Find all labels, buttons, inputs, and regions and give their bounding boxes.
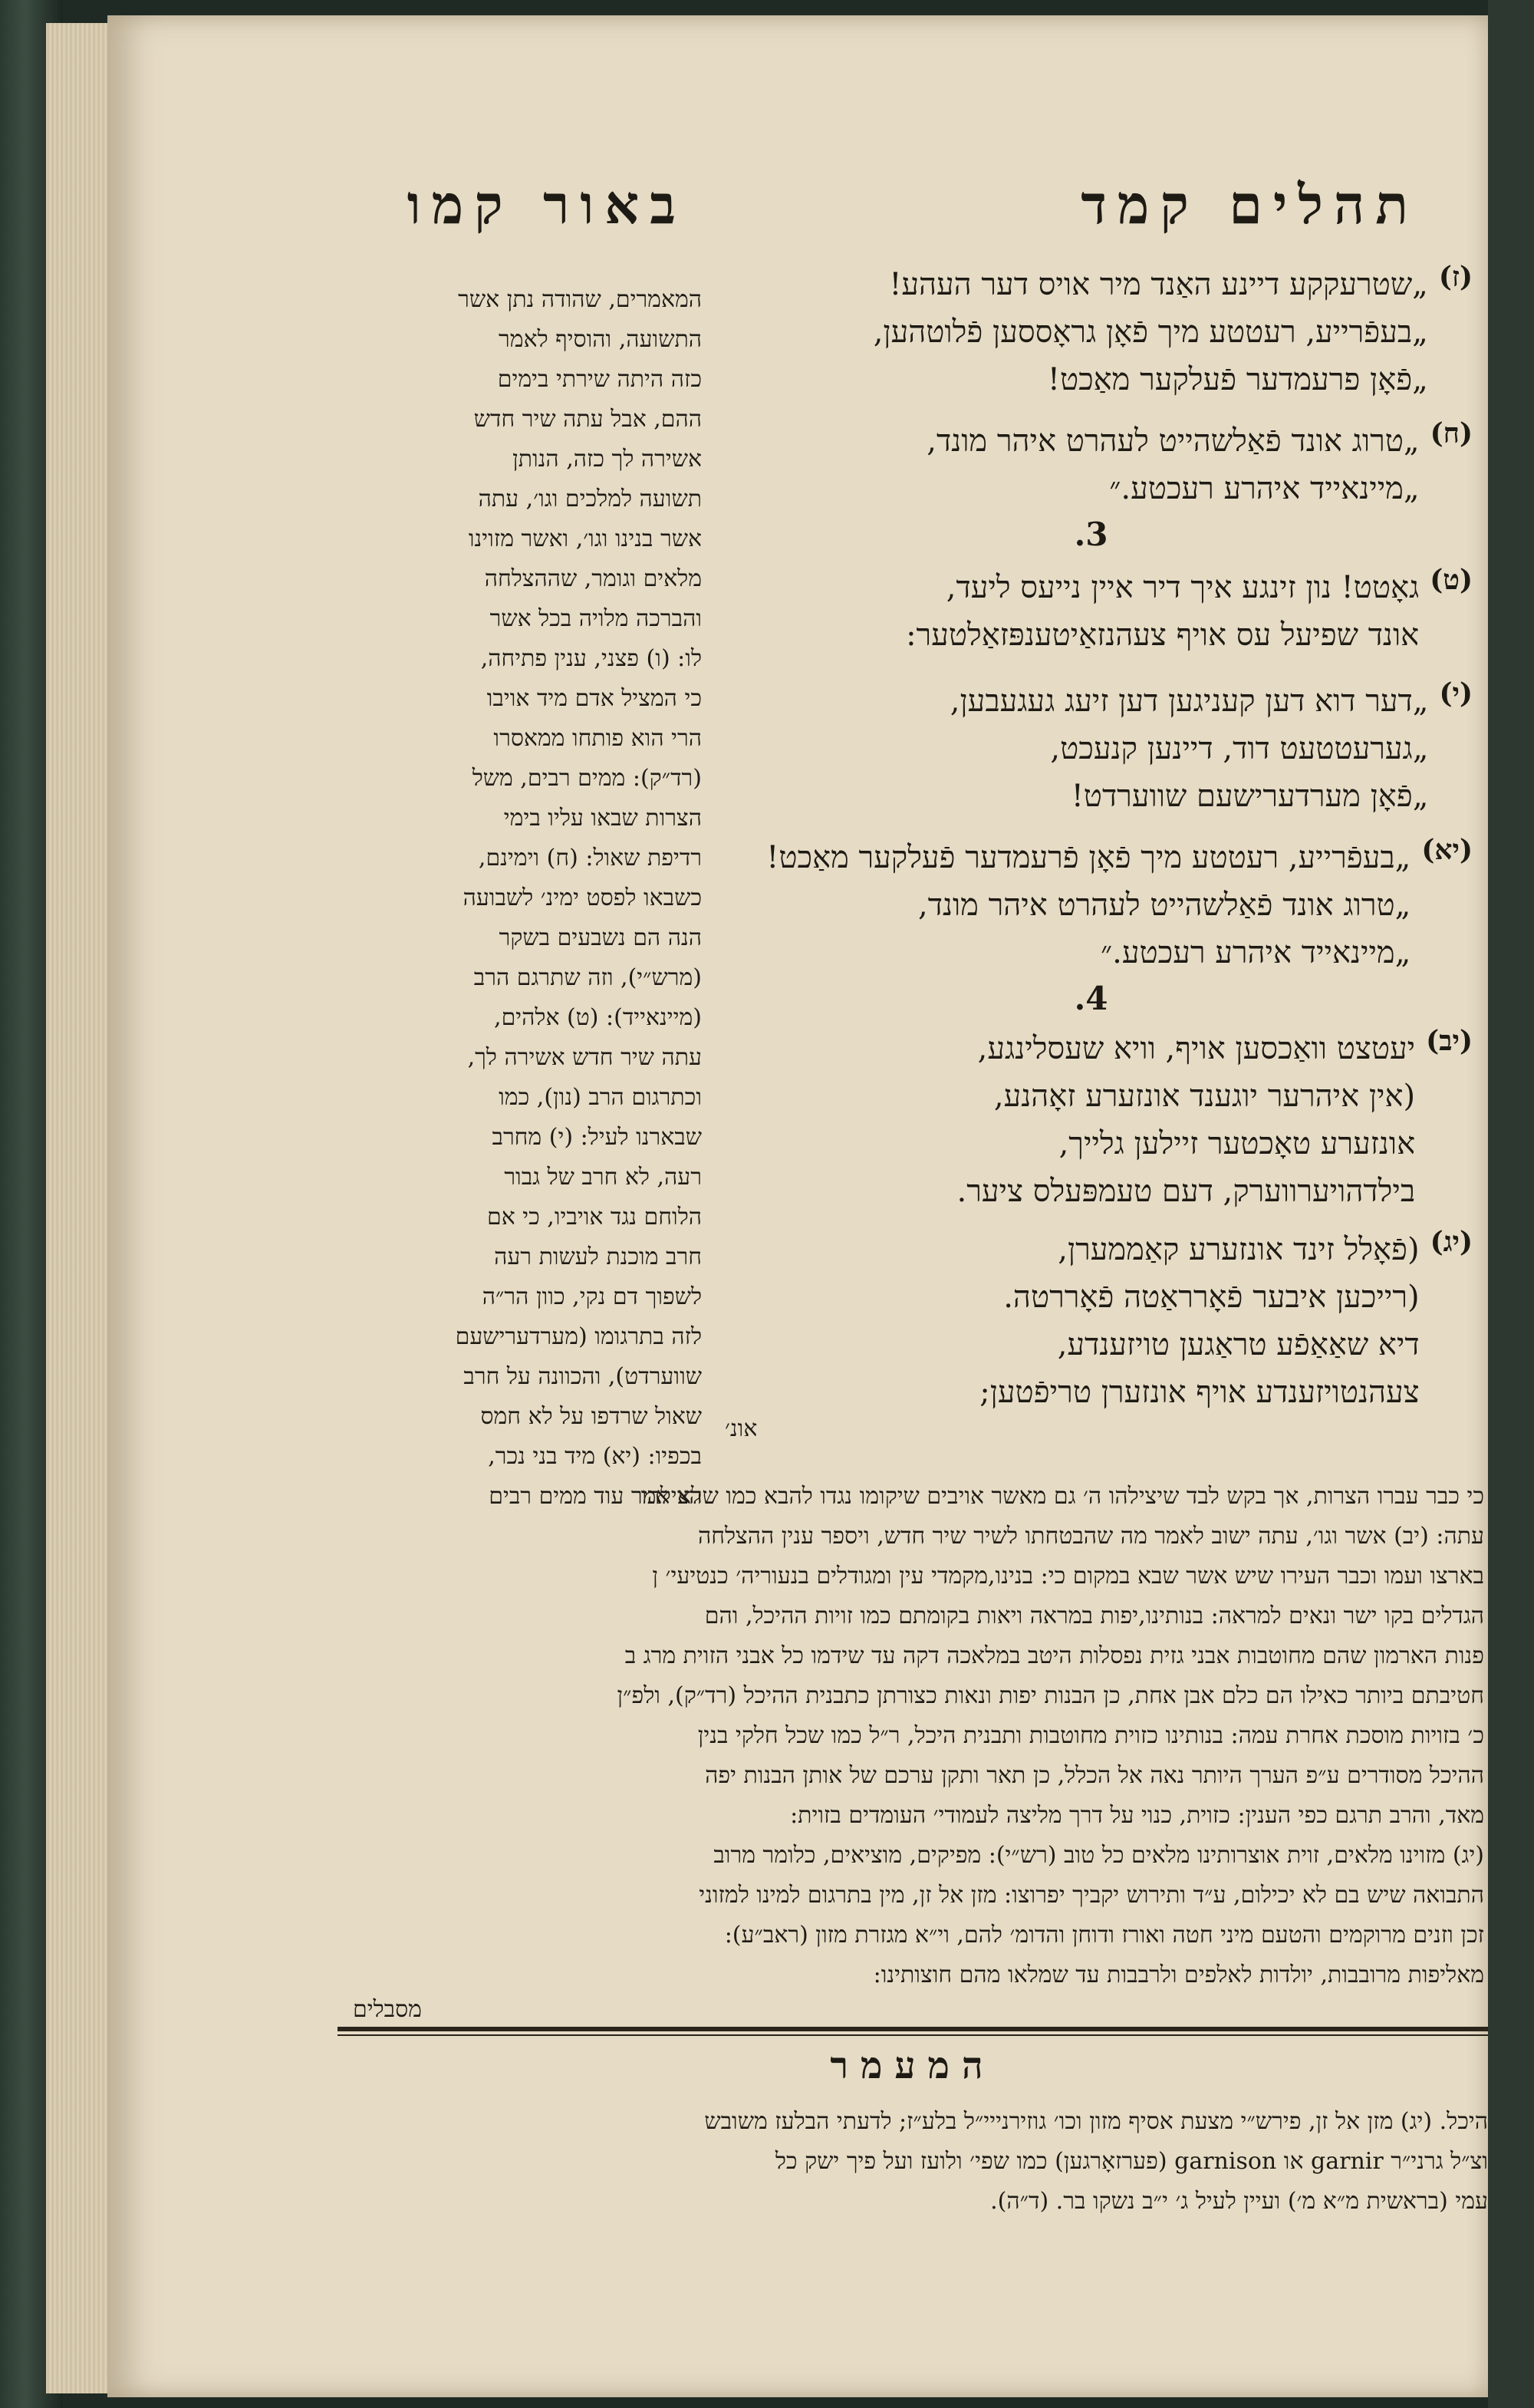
verse-line: בילדהויערווערק, דעם טעמפּעלס ציער. <box>956 1174 1416 1209</box>
commentary-line: כי המציל אדם מיד אויבו <box>486 685 702 712</box>
commentary-line: (רד״ק): ממים רבים, משל <box>472 765 702 792</box>
verse-10 <box>709 677 1473 820</box>
commentary-line: עתה: (יב) אשר וגו׳, עתה ישוב לאמר מה שהבטחתו לשיר שיר חדש, ויספר ענין ההצלחה <box>698 1523 1484 1550</box>
commentary-line: לא אמר עוד ממים רבים <box>489 1483 702 1510</box>
note-line: היכל. (יג) מזן אל זן, פירש״י מצעת אסיף מזון וכו׳ גוזירנייי״ל בלע״ז; לדעתי הבלעז משובש <box>704 2108 1488 2135</box>
commentary-line: הלוחם נגד אויביו, כי אם <box>486 1204 702 1230</box>
commentary-line: התשועה, והוסיף לאמר <box>499 326 702 353</box>
commentary-line: מאליפות מרובבות, יולדות לאלפים ולרבבות עד שמלאו מהם חוצותינו: <box>873 1962 1484 1988</box>
verse-13 <box>709 1226 1473 1416</box>
commentary-full-width <box>272 1477 1484 1995</box>
verse-line: יעטצט וואַכסען אויף, וויא שעסלינגע, <box>977 1031 1416 1066</box>
commentary-line: הרי הוא פותחו ממאסרו <box>493 725 702 752</box>
verse-line: (פֿאָלל זינד אונזערע קאַממערן, <box>1058 1232 1420 1267</box>
section-number: 4. <box>1074 980 1108 1017</box>
commentary-line: פנות הארמון שהם מחוטבות אבני גזית נפסלות היטב במלאכה דקה עד שידמו כל אבני הזוית מרג ב <box>624 1642 1484 1669</box>
commentary-catchword: מסבלים <box>353 1996 422 2023</box>
commentary-line: אשירה לך כזה, הנותן <box>512 446 702 473</box>
commentary-line: כזה היתה שירתי בימים <box>497 366 702 393</box>
commentary-line: ההיכל מסודרים ע״פ הערך היותר נאה אל הכלל, כן תאר ותקן ערכם של אותן הבנות יפה <box>705 1762 1484 1789</box>
section-divider <box>337 2027 1488 2031</box>
verse-number: (יב) <box>1426 1025 1473 1057</box>
verse-line: „בעפֿרייע, רעטטע מיך פֿאָן פֿרעמדער פֿעלקער מאַכט! <box>766 840 1411 875</box>
commentary-line: כ׳ בזויות מוסכת אחרת עמה: בנותינו כזוית מחוטבות ותבנית היכל, ר״ל כמו שכל חלקי בנין <box>697 1722 1484 1749</box>
hamaamar-body <box>322 2102 1488 2222</box>
commentary-line: בארצו ועמו וכבר העירו שיש אשר שבא במקום כי: בנינו,מקמדי עין ומגודלים בנעוריה׳ כנטיעי׳ ן <box>652 1563 1484 1589</box>
commentary-line: וכתרגום הרב (נון), כמו <box>499 1084 702 1111</box>
note-line: עמי (בראשית מ״א מ׳) ועיין לעיל ג׳ י״ב נשקו בר. (ד״ה). <box>990 2188 1488 2215</box>
verse-line: „בעפֿרייע, רעטטע מיך פֿאָן גראָססען פֿלוטהען, <box>873 315 1428 350</box>
commentary-line: אשר בנינו וגו׳, ואשר מזוינו <box>468 525 702 552</box>
commentary-line: (יג) מזוינו מלאים, זוית אוצרותינו מלאים כל טוב (רש״י): מפיקים, מוציאים, כלומר מרוב <box>713 1842 1484 1869</box>
verse-line: צעהנטויזענדע אויף אונזערן טריפֿטען; <box>979 1375 1420 1410</box>
commentary-line: בכפיו: (יא) מיד בני נכר, <box>488 1443 702 1470</box>
commentary-line: לשפוך דם נקי, כוון הר״ה <box>482 1283 702 1310</box>
verse-line: „שטרעקקע דיינע האַנד מיר אויס דער העהע! <box>889 267 1428 302</box>
commentary-line: מלאים וגומר, שההצלחה <box>484 565 702 592</box>
commentary-line: מאד, והרב תרגם כפי הענין: כזוית, כנוי על דרך מליצה לעמודי׳ העומדים בזוית: <box>790 1802 1484 1829</box>
commentary-line: עתה שיר חדש אשירה לך, <box>467 1044 702 1071</box>
verse-number: (יא) <box>1421 834 1473 866</box>
commentary-line: והברכה מלויה בכל אשר <box>489 605 702 632</box>
verse-line: אונד שפיעל עס אויף צעהנזאַיטענפּזאַלטער: <box>906 618 1420 653</box>
verse-line: גאָטט! נון זינגע איך דיר איין נייעס ליעד, <box>946 570 1420 605</box>
commentary-line: חטיבתם ביותר כאילו הם כלם אבן אחת, כן הבנות יפות ונאות כצורתן כתבנית ההיכל (רד״ק), ולפ״ן <box>617 1682 1484 1709</box>
commentary-line: שווערדט), והכוונה על חרב <box>463 1363 702 1390</box>
verse-7 <box>709 261 1473 404</box>
verse-number: (ז) <box>1438 261 1473 293</box>
page-header-right: תהלים קמד <box>1081 173 1419 236</box>
commentary-line: (מיינאייד): (ט) אלהים, <box>494 1004 702 1031</box>
verse-number: (י) <box>1439 677 1473 710</box>
verse-9 <box>709 564 1473 659</box>
book-page <box>107 15 1488 2397</box>
verse-line: „גערעטטעט דוד, דיינען קנעכט, <box>1050 731 1429 766</box>
commentary-line: הצרות שבאו עליו בימי <box>503 805 702 832</box>
commentary-line: תשועה למלכים וגו׳, עתה <box>478 486 702 512</box>
verse-line: אונזערע טאָכטער זיילען גלייך, <box>1058 1126 1416 1161</box>
commentary-line: רעה, לא חרב של גבור <box>504 1164 702 1191</box>
commentary-line: לזה בתרגומו (מערדערישעם <box>455 1323 702 1350</box>
verse-line: „פֿאָן מערדערישעם שווערדט! <box>1071 779 1429 814</box>
commentary-line: כי כבר עברו הצרות, אך בקש לבד שיצילהו ה׳ גם מאשר אויבים שיקומו נגדו להבא כמו שהצילהו <box>640 1483 1484 1510</box>
verse-12 <box>709 1025 1473 1215</box>
verse-8 <box>709 417 1473 512</box>
verse-line: „פֿאָן פרעמדער פֿעלקער מאַכט! <box>1047 362 1428 397</box>
translation-catchword: אונ׳ <box>725 1415 758 1442</box>
commentary-line: התבואה שיש בם לא יכילום, ע״ד ותירוש יקביך יפרוצו: מזן אל זן, מין בתרגום למינו למזוני <box>699 1882 1484 1909</box>
section-number: 3. <box>1074 516 1108 553</box>
note-line: וצ״ל גרני״ר garnir או garnison (פערזאָרגען) כמו שפי׳ ולועז ועל פיך ישק כל <box>775 2148 1488 2175</box>
translation-column <box>709 261 1473 1416</box>
page-edges <box>46 23 117 2393</box>
commentary-line: זכן וזנים מרוקמים והטעם מיני חטה ואורז ודוחן והדומ׳ להם, וי״א מגזרת מזון (ראב״ע): <box>724 1922 1484 1948</box>
verse-line: „דער דוא דען קעניגען דען זיעג געגעבען, <box>950 684 1429 719</box>
verse-line: „טרוג אונד פֿאַלשהייט לעהרט איהר מונד, <box>917 888 1411 923</box>
commentary-line: הנה הם נשבעים בשקר <box>499 924 702 951</box>
commentary-line: (מרש״י), וזה שתרגם הרב <box>473 964 702 991</box>
commentary-line: שבארנו לעיל: (י) מחרב <box>492 1124 702 1151</box>
book-cover-edge <box>1488 0 1534 2408</box>
page-header-left: באור קמו <box>407 173 686 236</box>
commentary-line: כשבאו לפסט ימינ׳ לשבועה <box>463 884 702 911</box>
commentary-line: שאול שרדפו על לא חמס <box>480 1403 702 1430</box>
commentary-line: המאמרים, שהודה נתן אשר <box>458 286 702 313</box>
verse-number: (יג) <box>1430 1226 1473 1258</box>
section-divider-thin <box>337 2034 1488 2036</box>
verse-line: „מיינאייד איהרע רעכטע.״ <box>1109 471 1420 506</box>
commentary-line: לו: (ו) פצני, ענין פתיחה, <box>480 645 702 672</box>
commentary-line: ההם, אבל עתה שיר חדש <box>473 406 702 433</box>
verse-line: „טרוג אונד פֿאַלשהייט לעהרט איהר מונד, <box>927 423 1420 459</box>
commentary-line: רדיפת שאול: (ח) וימינם, <box>478 845 702 871</box>
verse-number: (ח) <box>1430 417 1473 450</box>
verse-line: (רייכען איבער פֿאָרראַטה פֿאָררטה. <box>1003 1280 1420 1315</box>
commentary-column <box>272 280 702 1517</box>
verse-11 <box>709 834 1473 977</box>
verse-line: (אין איהרער יוגענד אונזערע זאָהנע, <box>993 1079 1416 1114</box>
hamaamar-title: המעמר <box>830 2044 996 2087</box>
verse-number: (ט) <box>1430 564 1473 596</box>
verse-line: „מיינאייד איהרע רעכטע.״ <box>1100 935 1411 970</box>
commentary-line: הגדלים בקו ישר ונאים למראה: בנותינו,יפות במראה ויאות בקומתם כמו זויות ההיכל, והם <box>704 1603 1484 1629</box>
verse-line: דיא שאַאַפֿע טראַגען טויזענדע, <box>1057 1327 1420 1362</box>
commentary-line: חרב מוכנת לעשות רעה <box>494 1244 702 1270</box>
